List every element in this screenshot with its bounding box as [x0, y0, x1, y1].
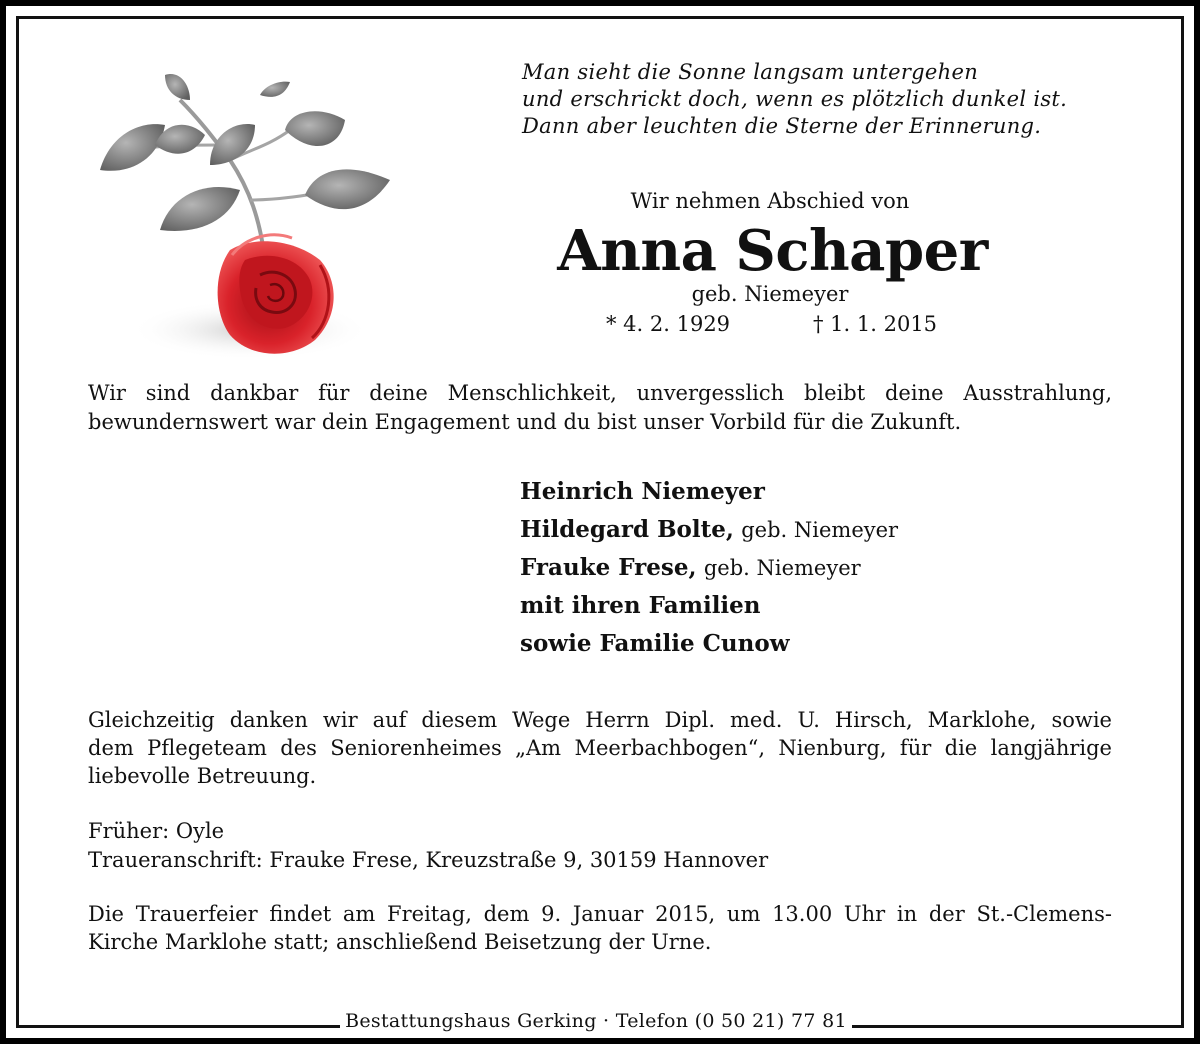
- mourner-name: mit ihren Familien: [520, 592, 761, 619]
- mourner-row: [520, 511, 898, 549]
- tribute-line: Wir sind dankbar für deine Menschlichkeit, unvergesslich bleibt deine Ausstrahlung,: [88, 381, 1112, 405]
- mourner-name: Heinrich Niemeyer: [520, 478, 765, 505]
- poem-line: Man sieht die Sonne langsam untergehen: [522, 60, 979, 84]
- mourner-row: [520, 473, 898, 511]
- address-block: [88, 817, 1112, 875]
- mourner-row: [520, 625, 898, 663]
- tribute-paragraph: [88, 379, 1112, 437]
- poem-line: und erschrickt doch, wenn es plötzlich dunkel ist.: [522, 87, 1068, 111]
- thanks-line: liebevolle Betreuung.: [88, 764, 317, 788]
- funeral-home-footer: Bestattungshaus Gerking · Telefon (0 50 21) 77 81: [340, 1006, 852, 1036]
- former-residence: Früher: Oyle: [88, 819, 225, 843]
- deceased-name: Anna Schaper: [557, 218, 988, 284]
- birth-name: geb. Niemeyer: [691, 282, 849, 306]
- mourner-row: [520, 587, 898, 625]
- poem-line: Dann aber leuchten die Sterne der Erinnerung.: [522, 114, 1042, 138]
- mourner-name: sowie Familie Cunow: [520, 630, 790, 657]
- funeral-line: Die Trauerfeier findet am Freitag, dem 9. Januar 2015, um 13.00 Uhr in der St.-Clemens-: [88, 902, 1112, 926]
- red-rose-image: [80, 60, 410, 370]
- mourners-list: [520, 473, 898, 663]
- mourner-name: Frauke Frese,: [520, 554, 697, 581]
- mourner-row: [520, 549, 898, 587]
- thanks-line: dem Pflegeteam des Seniorenheimes „Am Meerbachbogen“, Nienburg, für die langjährige: [88, 736, 1112, 760]
- thanks-line: Gleichzeitig danken wir auf diesem Wege Herrn Dipl. med. U. Hirsch, Marklohe, sowie: [88, 708, 1112, 732]
- mourning-address: Traueranschrift: Frauke Frese, Kreuzstraße 9, 30159 Hannover: [88, 848, 769, 872]
- death-date: † 1. 1. 2015: [813, 312, 938, 336]
- mourner-note: geb. Niemeyer: [703, 556, 861, 580]
- birth-date: * 4. 2. 1929: [606, 312, 731, 336]
- funeral-line: Kirche Marklohe statt; anschließend Beisetzung der Urne.: [88, 930, 712, 954]
- mourner-note: geb. Niemeyer: [741, 518, 899, 542]
- mourner-name: Hildegard Bolte,: [520, 516, 734, 543]
- poem: [522, 59, 1142, 140]
- tribute-line: bewundernswert war dein Engagement und du bist unser Vorbild für die Zukunft.: [88, 410, 962, 434]
- funeral-paragraph: [88, 900, 1112, 956]
- thanks-paragraph: [88, 706, 1112, 790]
- farewell-intro: Wir nehmen Abschied von: [630, 189, 910, 213]
